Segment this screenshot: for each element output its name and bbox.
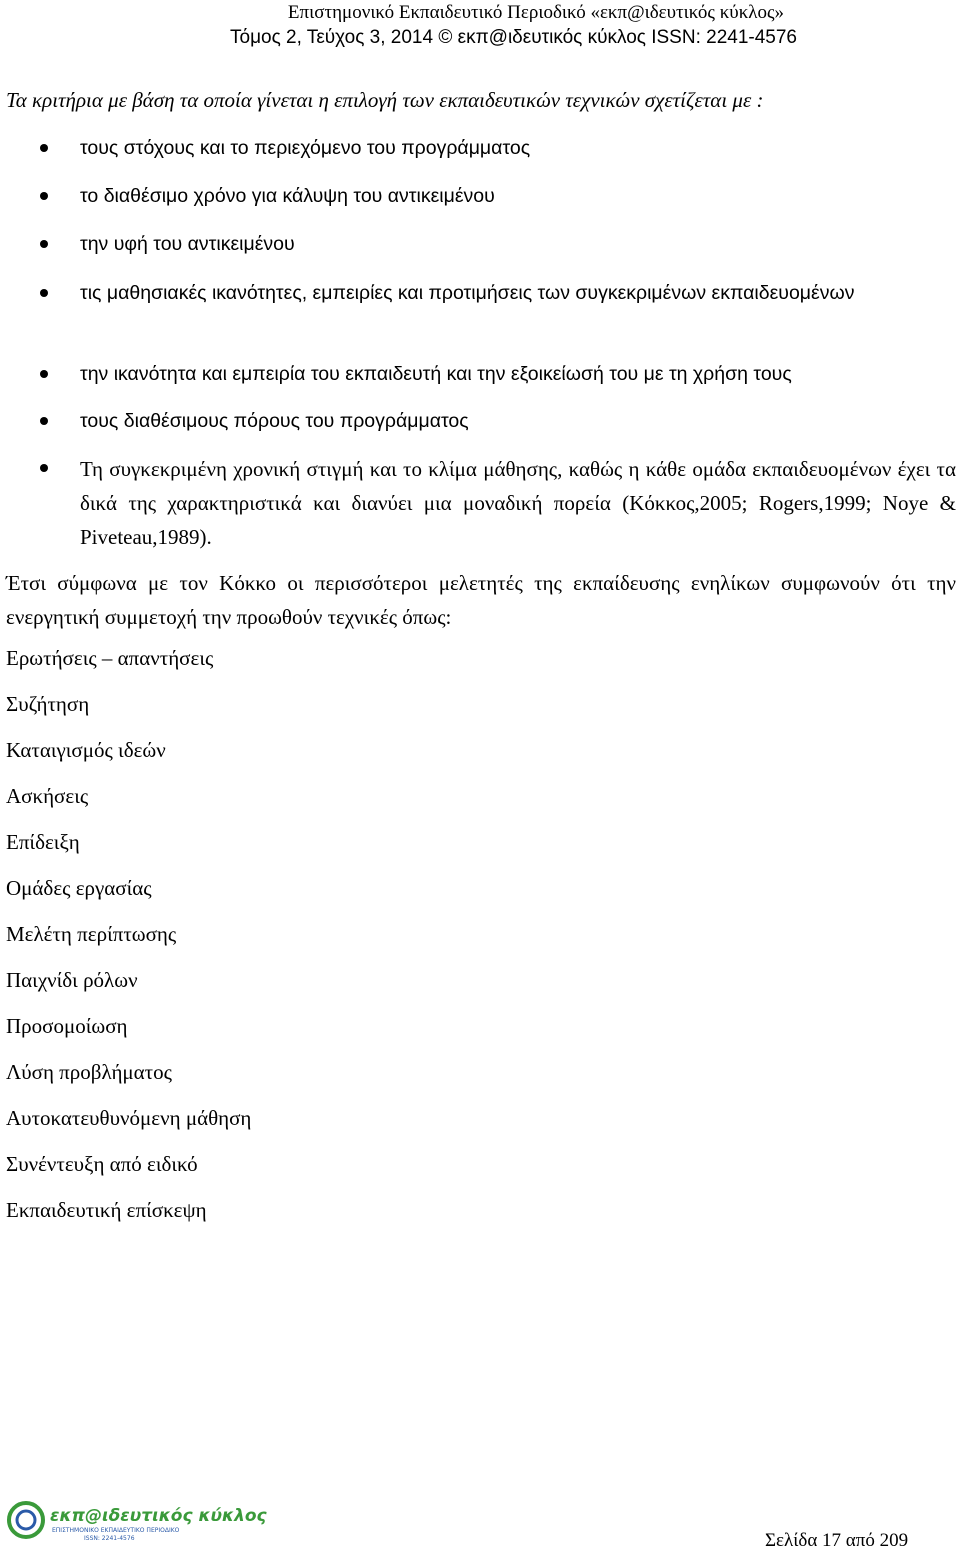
technique-item: Εκπαιδευτική επίσκεψη bbox=[6, 1198, 207, 1222]
technique-item: Παιχνίδι ρόλων bbox=[6, 968, 138, 992]
journal-title: Επιστημονικό Εκπαιδευτικό Περιοδικό «εκπ@ιδευτικός κύκλος» bbox=[287, 2, 784, 23]
technique-item: Ερωτήσεις – απαντήσεις bbox=[6, 646, 214, 670]
intro-text: Τα κριτήρια με βάση τα οποία γίνεται η επιλογή των εκπαιδευτικών τεχνικών σχετίζεται με : bbox=[6, 88, 764, 112]
technique-item: Συζήτηση bbox=[6, 692, 90, 716]
bullet-icon bbox=[40, 464, 48, 472]
list-item-text: Τη συγκεκριμένη χρονική στιγμή και το κλίμα μάθησης, καθώς η κάθε ομάδα εκπαιδευομένων έχει τα δικά της χαρακτηριστικά και διανύει μια μοναδική πορεία (Κόκκος,2005; Rogers,1999; Noye & Piveteau,1989). bbox=[80, 457, 956, 549]
technique-item: Συνέντευξη από ειδικό bbox=[6, 1152, 198, 1176]
logo-text: εκπ@ιδευτικός κύκλος bbox=[50, 1506, 267, 1526]
list-item-text: τους στόχους και το περιεχόμενο του προγράμματος bbox=[80, 137, 531, 159]
bullet-icon bbox=[40, 144, 48, 152]
list-item-text: τους διαθέσιμους πόρους του προγράμματος bbox=[80, 410, 469, 432]
bullet-icon bbox=[40, 289, 48, 297]
technique-item: Μελέτη περίπτωσης bbox=[6, 922, 177, 946]
page-number: Σελίδα 17 από 209 bbox=[765, 1530, 909, 1551]
page-header bbox=[0, 0, 960, 56]
issue-info: Τόμος 2, Τεύχος 3, 2014 © εκπ@ιδευτικός κύκλος ISSN: 2241-4576 bbox=[229, 27, 797, 48]
technique-item: Καταιγισμός ιδεών bbox=[6, 738, 166, 762]
technique-item: Ασκήσεις bbox=[6, 784, 89, 808]
logo-issn: ISSN: 2241-4576 bbox=[84, 1535, 135, 1542]
journal-logo bbox=[4, 1497, 267, 1543]
bullet-icon bbox=[40, 417, 48, 425]
list-item-text: την υφή του αντικειμένου bbox=[80, 233, 295, 255]
bullet-icon bbox=[40, 370, 48, 378]
body-paragraph: Έτσι σύμφωνα με τον Κόκκο οι περισσότεροι μελετητές της εκπαίδευσης ενηλίκων συμφωνούν ότι την ενεργητική συμμετοχή την προωθούν τεχνικές όπως: bbox=[6, 571, 956, 629]
list-item-text: τις μαθησιακές ικανότητες, εμπειρίες και προτιμήσεις των συγκεκριμένων εκπαιδευομένων bbox=[80, 282, 855, 304]
technique-item: Λύση προβλήματος bbox=[6, 1060, 172, 1084]
bullet-icon bbox=[40, 192, 48, 200]
technique-item: Αυτοκατευθυνόμενη μάθηση bbox=[6, 1106, 252, 1130]
technique-item: Προσομοίωση bbox=[6, 1014, 128, 1038]
technique-item: Επίδειξη bbox=[6, 830, 80, 854]
list-item-text: την ικανότητα και εμπειρία του εκπαιδευτή και την εξοικείωσή του με τη χρήση τους bbox=[80, 363, 792, 385]
bullet-icon bbox=[40, 240, 48, 248]
technique-item: Ομάδες εργασίας bbox=[6, 876, 152, 900]
list-item-text: το διαθέσιμο χρόνο για κάλυψη του αντικειμένου bbox=[80, 185, 495, 207]
logo-subtext: ΕΠΙΣΤΗΜΟΝΙΚΟ ΕΚΠΑΙΔΕΥΤΙΚΟ ΠΕΡΙΟΔΙΚΟ bbox=[52, 1527, 180, 1534]
